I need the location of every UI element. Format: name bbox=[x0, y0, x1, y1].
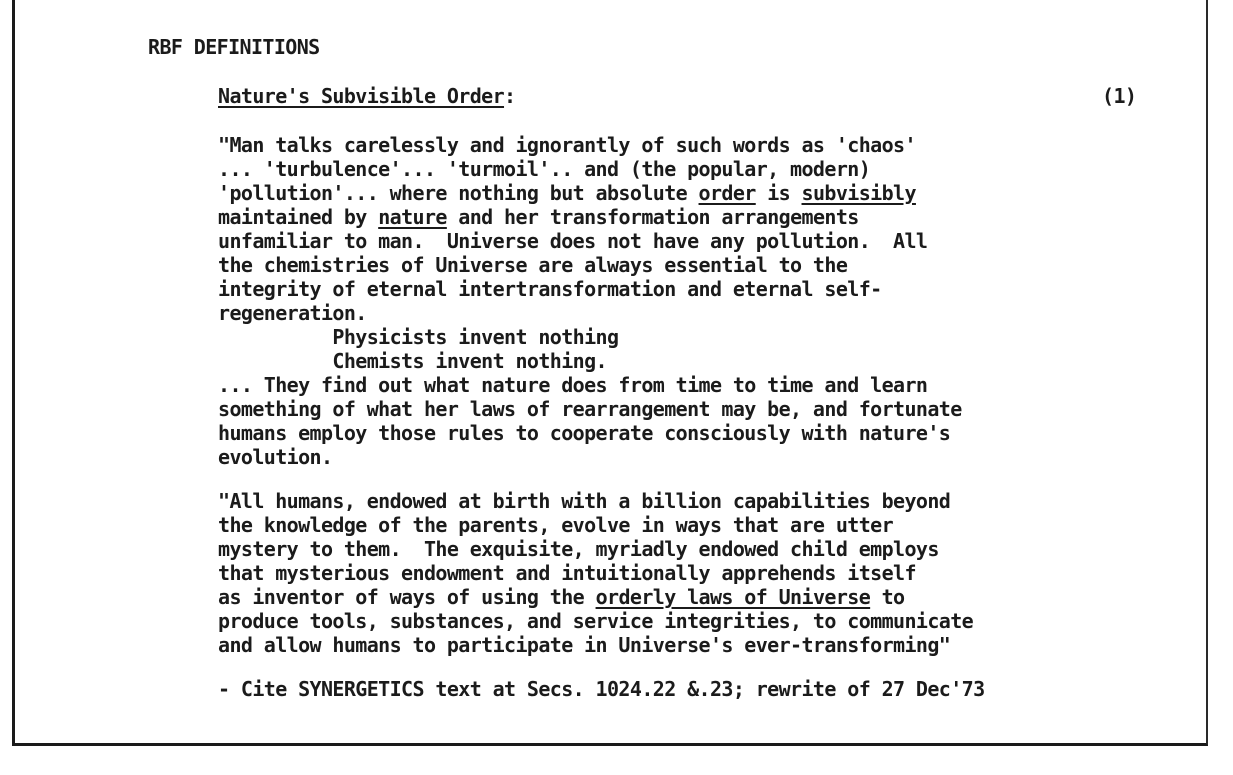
citation: - Cite SYNERGETICS text at Secs. 1024.22 &.23; rewrite of 27 Dec'73 bbox=[218, 677, 985, 701]
quote1-line: 'pollution'... where nothing but absolute bbox=[218, 181, 699, 205]
quote2-line: mystery to them. The exquisite, myriadly endowed child employs bbox=[218, 537, 939, 561]
quote1-line: integrity of eternal intertransformation and eternal self- bbox=[218, 277, 882, 301]
quote2-fragment: to bbox=[870, 585, 905, 609]
quote2-line: and allow humans to participate in Universe's ever-transforming" bbox=[218, 633, 951, 657]
entry-title-suffix: : bbox=[504, 84, 516, 108]
entry-title-text: Nature's Subvisible Order bbox=[218, 84, 505, 108]
entry-title bbox=[218, 84, 515, 108]
quote2-line: produce tools, substances, and service integrities, to communicate bbox=[218, 609, 974, 633]
underlined-word-nature: nature bbox=[378, 205, 447, 229]
quote1-line: regeneration. bbox=[218, 301, 367, 325]
quote2-line: "All humans, endowed at birth with a billion capabilities beyond bbox=[218, 489, 951, 513]
quote1-line: unfamiliar to man. Universe does not have any pollution. All bbox=[218, 229, 928, 253]
quote2-line: that mysterious endowment and intuitionally apprehends itself bbox=[218, 561, 916, 585]
quote1-line: something of what her laws of rearrangement may be, and fortunate bbox=[218, 397, 962, 421]
quote1-line: ... 'turbulence'... 'turmoil'.. and (the popular, modern) bbox=[218, 157, 871, 181]
quote1-fragment: is bbox=[755, 181, 802, 205]
quote1-fragment: maintained by bbox=[218, 205, 379, 229]
quote2-line: the knowledge of the parents, evolve in ways that are utter bbox=[218, 513, 894, 537]
quote1-line: humans employ those rules to cooperate consciously with nature's bbox=[218, 421, 951, 445]
underlined-word-order: order bbox=[698, 181, 756, 205]
page-header: RBF DEFINITIONS bbox=[148, 35, 320, 59]
quote1-line: Chemists invent nothing. bbox=[218, 349, 607, 373]
quote1-line: evolution. bbox=[218, 445, 333, 469]
quote2-fragment: as inventor of ways of using the bbox=[218, 585, 596, 609]
quote1-line: "Man talks carelessly and ignorantly of such words as 'chaos' bbox=[218, 133, 916, 157]
underlined-word-subvisibly: subvisibly bbox=[801, 181, 916, 205]
quote1-line: the chemistries of Universe are always essential to the bbox=[218, 253, 848, 277]
underlined-phrase-orderly-laws: orderly laws of Universe bbox=[595, 585, 871, 609]
quote1-fragment: and her transformation arrangements bbox=[446, 205, 859, 229]
entry-number: (1) bbox=[1102, 84, 1137, 108]
quote-paragraph-1 bbox=[218, 133, 962, 469]
quote1-line: ... They find out what nature does from time to time and learn bbox=[218, 373, 928, 397]
quote-paragraph-2 bbox=[218, 489, 973, 657]
quote1-line: Physicists invent nothing bbox=[218, 325, 619, 349]
